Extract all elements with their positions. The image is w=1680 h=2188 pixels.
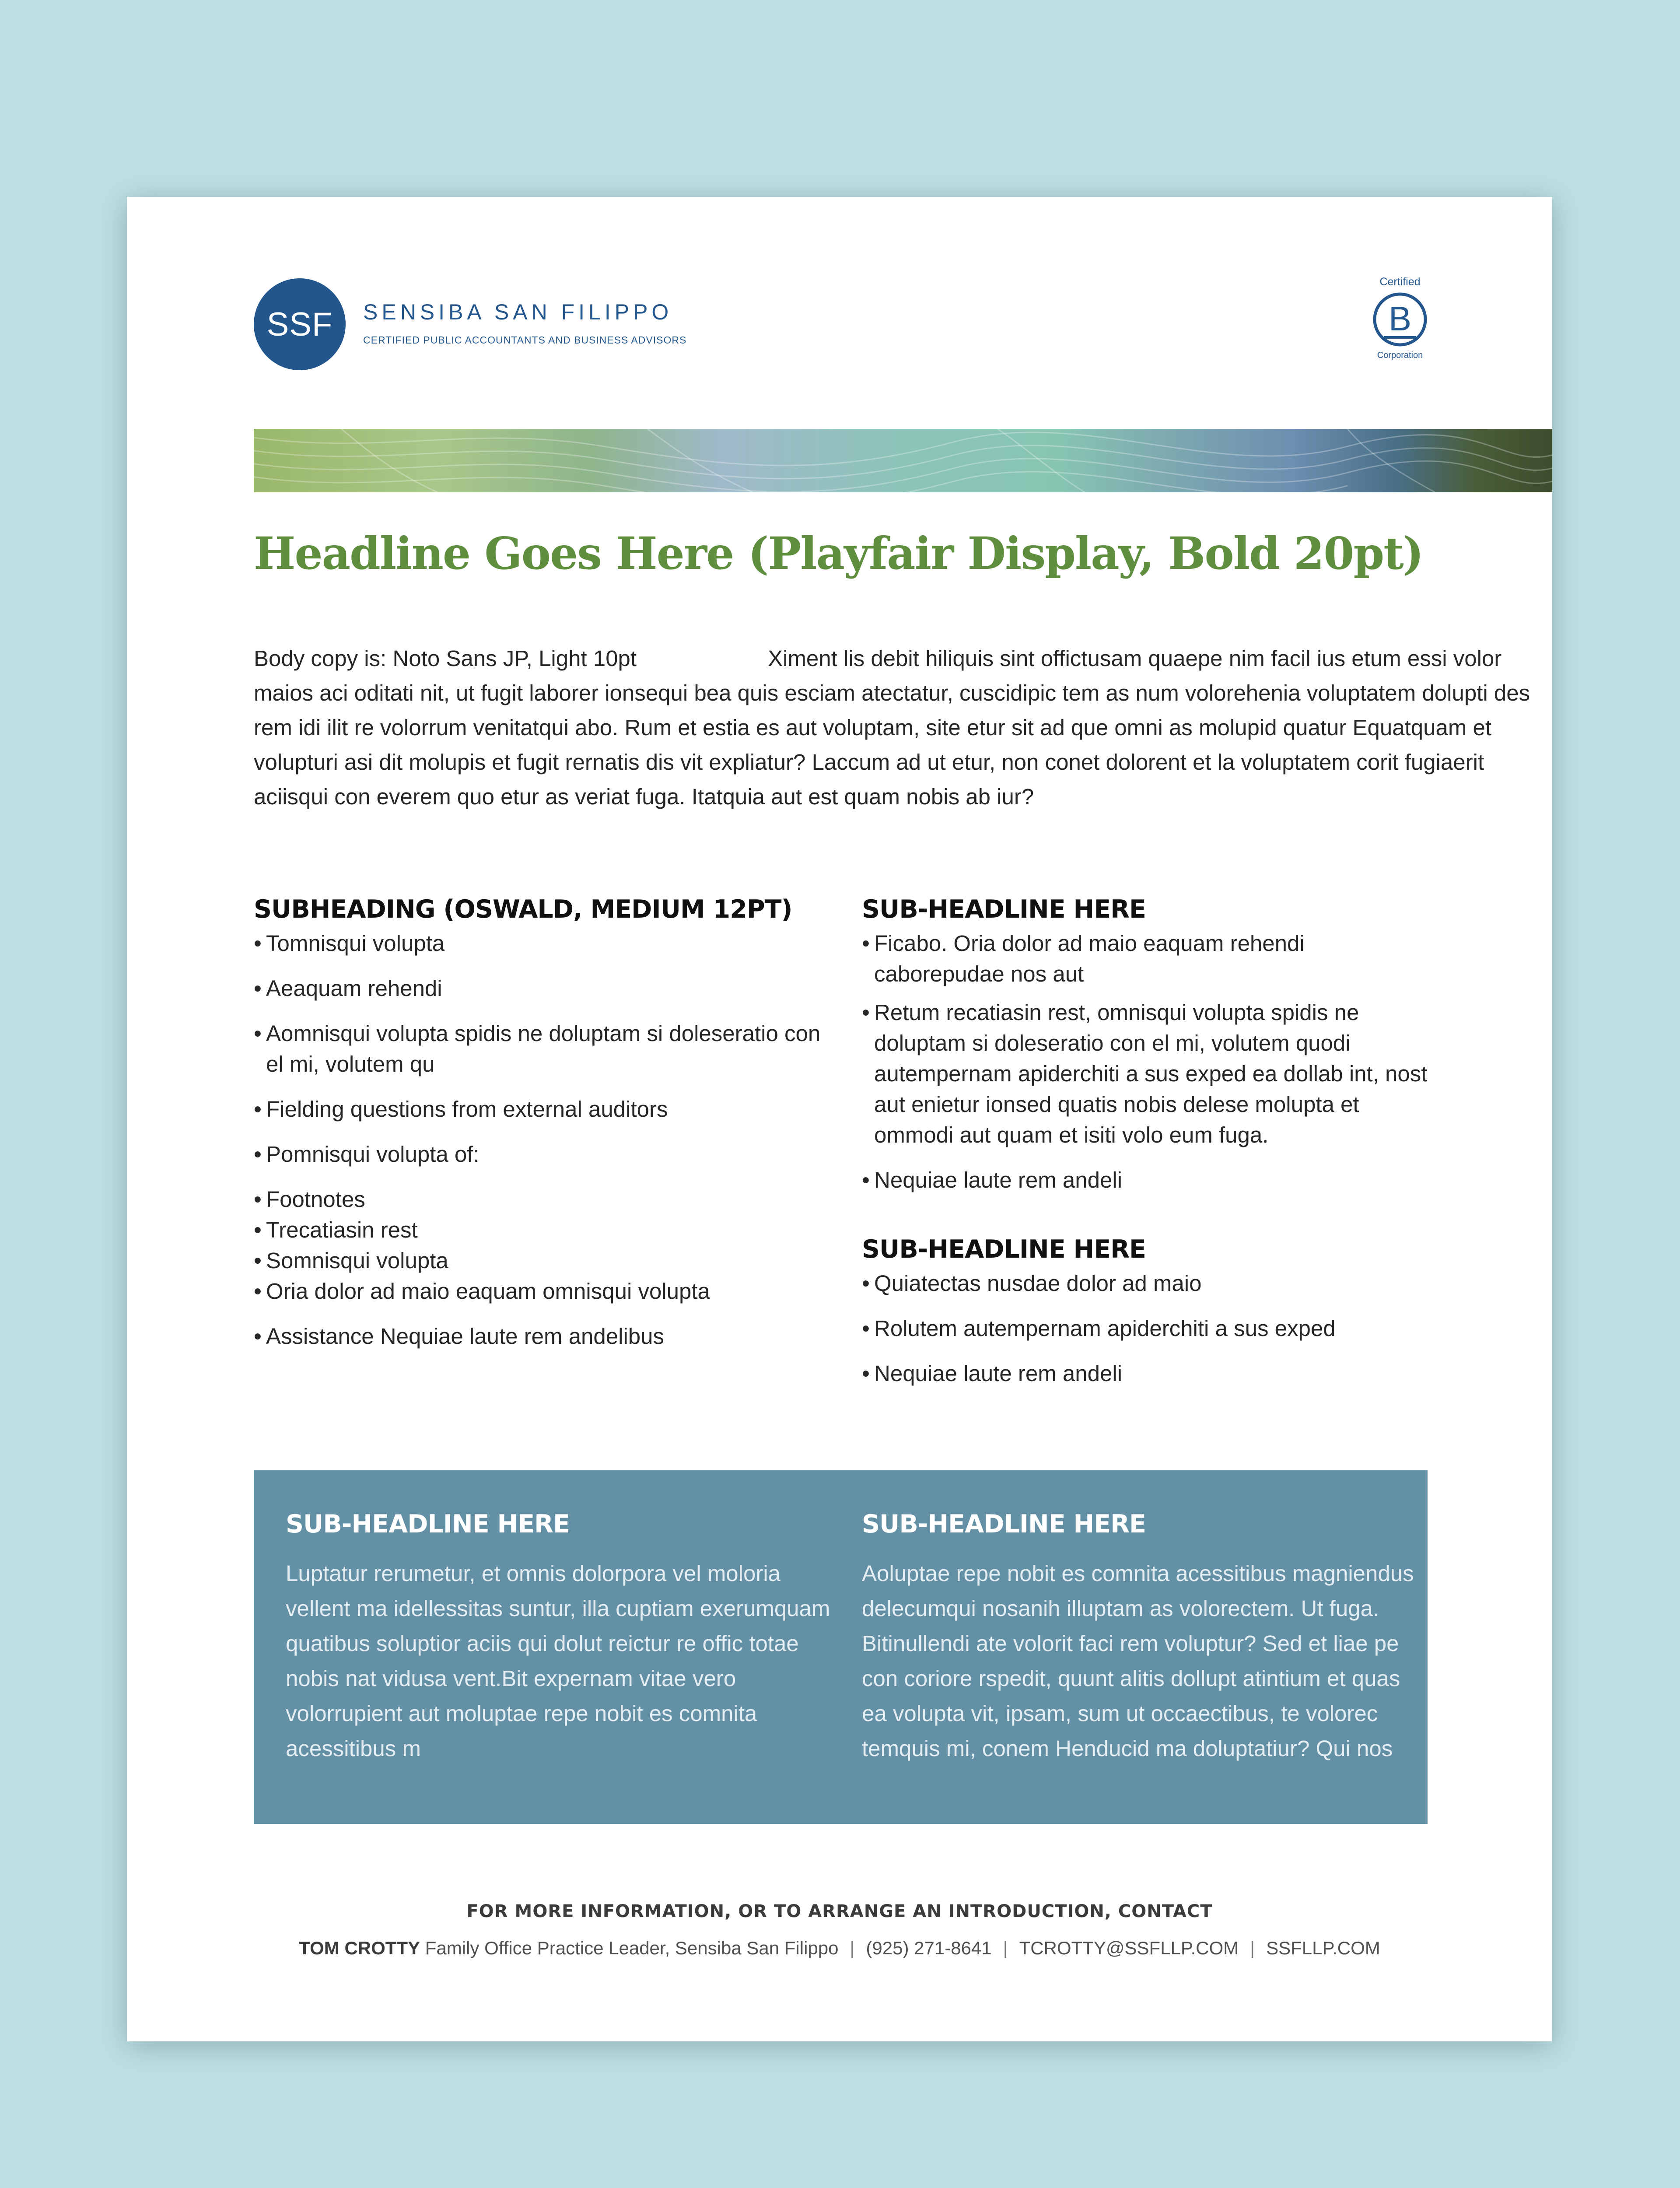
left-column: [254, 895, 831, 1352]
footer-call-to-action: FOR MORE INFORMATION, OR TO ARRANGE AN INTRODUCTION, CONTACT: [466, 1901, 1213, 1922]
list-item: • Quiatectas nusdae dolor ad maio: [862, 1268, 1439, 1299]
right-bullet-list-2: [862, 1268, 1439, 1389]
list-item: • Nequiae laute rem andeli: [862, 1358, 1439, 1389]
separator: |: [1250, 1938, 1255, 1958]
highlight-box-left: [286, 1510, 850, 1766]
logo-mark: SSF: [254, 278, 346, 370]
decorative-banner: [254, 429, 1552, 492]
flyer-page: [127, 197, 1552, 2041]
list-item: • Nequiae laute rem andeli: [862, 1165, 1439, 1196]
list-item: • Tomnisqui volupta: [254, 928, 831, 959]
logo-company-name: SENSIBA SAN FILIPPO: [363, 300, 673, 324]
right-column: [862, 895, 1439, 1389]
separator: |: [1003, 1938, 1008, 1958]
list-item: • Rolutem autempernam apiderchiti a sus exped: [862, 1313, 1439, 1344]
highlight-left-text: Luptatur rerumetur, et omnis dolorpora vel moloria vellent ma idellessitas suntur, illa cuptiam exerumquam quatibus soluptior aciis qui dolut reictur re offic totae nobis nat vidusa vent.Bit expernam vitae vero volorrupient aut moluptae repe nobit es comnita acessitibus m: [286, 1561, 830, 1761]
contact-website[interactable]: SSFLLP.COM: [1266, 1938, 1380, 1958]
list-item: • Somnisqui volupta: [254, 1245, 831, 1276]
separator: |: [850, 1938, 855, 1958]
contact-name: TOM CROTTY: [299, 1938, 420, 1958]
logo-tagline: CERTIFIED PUBLIC ACCOUNTANTS AND BUSINESS ADVISORS: [363, 334, 687, 346]
highlight-left-heading: SUB-HEADLINE HERE: [286, 1510, 570, 1539]
highlight-right-text: Aoluptae repe nobit es comnita acessitibus magniendus delecumqui nosanih illuptam as volorectem. Ut fuga. Bitinullendi ate volorit faci rem voluptur? Sed et liae pe con coriore rspedit, quunt alitis dollupt atintium et quas ea volupta vit, ipsam, sum ut occaectibus, te volorec temquis mi, conem Henducid ma doluptatiur? Qui nos: [862, 1561, 1414, 1761]
body-copy: [254, 641, 1558, 814]
list-item: • Oria dolor ad maio eaquam omnisqui volupta: [254, 1276, 831, 1307]
b-corp-icon: [1372, 291, 1428, 348]
b-corp-letter: B: [1388, 299, 1412, 338]
contact-phone[interactable]: (925) 271-8641: [866, 1938, 992, 1958]
list-item: • Trecatiasin rest: [254, 1215, 831, 1245]
right-subheading-2: SUB-HEADLINE HERE: [862, 1235, 1146, 1264]
right-subheading-1: SUB-HEADLINE HERE: [862, 895, 1146, 924]
right-bullet-list-1: [862, 928, 1439, 1196]
list-item: • Aeaquam rehendi: [254, 973, 831, 1004]
left-bullet-list: [254, 928, 831, 1352]
b-corp-badge: [1369, 276, 1431, 376]
list-item: • Pomnisqui volupta of:: [254, 1139, 831, 1170]
highlight-right-heading: SUB-HEADLINE HERE: [862, 1510, 1146, 1539]
left-subheading: SUBHEADING (OSWALD, MEDIUM 12PT): [254, 895, 792, 924]
banner-swirl-pattern: [254, 429, 1552, 492]
list-item: • Retum recatiasin rest, omnisqui volupta spidis ne doluptam si doleseratio con el mi, volutem quodi autempernam apiderchiti a sus exped ea dollab int, nost aut enietur ionsed quatis nobis delese molupta et ommodi aut quam et isiti volo eum fuga.: [862, 997, 1439, 1150]
list-item: • Fielding questions from external auditors: [254, 1094, 831, 1125]
list-item: • Ficabo. Oria dolor ad maio eaquam rehendi caborepudae nos aut: [862, 928, 1439, 989]
b-corp-certified-label: Certified: [1379, 276, 1421, 288]
list-item: • Aomnisqui volupta spidis ne doluptam si doleseratio con el mi, volutem qu: [254, 1018, 831, 1080]
body-lead: Body copy is: Noto Sans JP, Light 10pt: [254, 646, 637, 671]
contact-email[interactable]: TCROTTY@SSFLLP.COM: [1019, 1938, 1239, 1958]
list-item: • Footnotes: [254, 1184, 831, 1215]
company-logo: [254, 278, 735, 375]
highlight-box: [254, 1470, 1428, 1824]
body-text: Ximent lis debit hiliquis sint offictusam quaepe nim facil ius etum essi volor maios aci oditati nit, ut fugit laborer ionsequi bea quis esciam atectatur, cuscidipic tem as num volorehenia voluptatem dolupti des rem idi ilit re volorrum venitatqui abo. Rum et estia es aut voluptam, site etur sit ad que omni as molupid quatur Equatquam et volupturi asi dit molupis et fugit rernatis dis vit expliatur? Laccum ad ut etur, non conet dolorent et la voluptatem corit fugiaerit aciisqui con everem quo etur as veriat fuga. Itatquia aut est quam nobis ab iur?: [254, 646, 1530, 809]
footer-contact-line: [127, 1938, 1552, 1959]
highlight-box-right: [862, 1510, 1426, 1766]
b-corp-corporation-label: Corporation: [1377, 351, 1423, 360]
list-item: • Assistance Nequiae laute rem andelibus: [254, 1321, 831, 1352]
contact-role: Family Office Practice Leader, Sensiba San Filippo: [425, 1938, 839, 1958]
page-headline: Headline Goes Here (Playfair Display, Bold 20pt): [254, 527, 1423, 579]
